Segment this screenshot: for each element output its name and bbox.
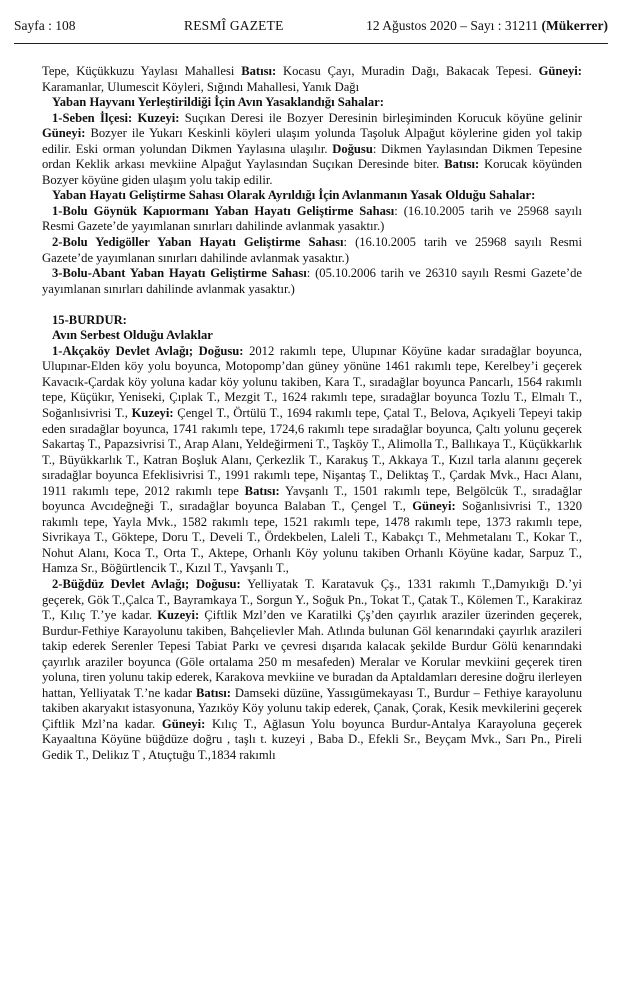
heading-text: Avın Serbest Olduğu Avlaklar (52, 328, 213, 343)
text-run: : Dikmen Yaylasından Dikmen Tepesine ordan Keklik arkası mevkiine Alpağut Yaylasından Suçıkan Deresinde biter. (42, 141, 582, 172)
paragraph-yedigoller (42, 235, 582, 266)
bold-run: 1-Bolu Göynük Kapıormanı Yaban Hayatı Geliştirme Sahası (52, 203, 395, 218)
heading-text: Yaban Hayatı Geliştirme Sahası Olarak Ayrıldığı İçin Avlanmanın Yasak Olduğu Sahalar: (52, 188, 536, 203)
bold-run: Batısı: (244, 483, 280, 498)
bold-run: Batısı: (241, 64, 277, 78)
bold-run: Güneyi: (161, 716, 206, 731)
text-run: Korucak köyünden Bozyer köyüne giden ulaşım yolu takip edilir. (42, 157, 582, 187)
paragraph-gap (42, 297, 582, 313)
date-issue-text: 12 Ağustos 2020 – Sayı : 31211 (366, 18, 542, 33)
text-run: Kocasu Çayı, Muradin Dağı, Bakacak Tepesi. (276, 64, 539, 78)
paragraph-goynuk (42, 204, 582, 235)
document-body (42, 64, 582, 764)
bold-run: Güneyi: (42, 126, 86, 141)
bold-run: 2-Bolu Yedigöller Yaban Hayatı Geliştirme Sahası (52, 235, 344, 250)
text-run: 2012 rakımlı tepe, Ulupınar Köyüne kadar sıradağlar boyunca, Ulupınar-Elden köy yolu boyunca, Motopomp’dan güney yönüne 1461 rakımlı tepe, Kerelbey’i geçerek Kavacık-Çardak köy yoluna kadar köy yolunu takiben, Kara T., sıradağlar boyunca Pancarlı, 1564 rakımlı tepe, Küçükır, Yeniseki, Çıplak T., Mezgit T., 1624 rakımlı tepe, sıradağlar boyunca Tozlu T., Elmalı T., Soğanlısivrisi T., (42, 343, 582, 420)
bold-run: Kuzeyi: (131, 405, 174, 420)
bold-run: Güneyi: (412, 499, 456, 514)
section-heading (42, 328, 582, 344)
bold-run: Batısı: (195, 685, 231, 700)
gazette-title: RESMÎ GAZETE (184, 18, 284, 33)
text-run: Bozyer ile Yukarı Keskinli köyleri ulaşım yolunda Taşoluk Alpağut köylerine giden yol takip edilir. Eski orman yolundan Dikmen Yaylasına ulaşılır. (42, 126, 582, 156)
bold-run: 2-Büğdüz Devlet Avlağı; Doğusu: (52, 577, 241, 591)
edition-label: (Mükerrer) (541, 18, 608, 33)
text-run: : (16.10.2005 tarih ve 25968 sayılı Resmi Gazete’de yayımlanan sınırları dahilinde avlanmak yasaktır.) (42, 203, 582, 234)
text-run: Karamanlar, Ulumescit Köyleri, Sığındı Mahallesi, Yanık Dağı (42, 79, 360, 94)
heading-text: Yaban Hayvanı Yerleştirildiği İçin Avın Yasaklandığı Sahalar: (52, 95, 384, 110)
text-run: Çiftlik Mzl’den ve Karatilki Çş’den çayırlık araziler üzerinden geçerek, Burdur-Fethiye Karayolunu takiben, Bahçelievler Mah. Atlında bulunan Göl kenarındaki çayırlık arazileri takip ederek Serenler Tepesi Tabiat Parkı ve çevresi dışarıda kalacak şekilde Burdur Gölü kenarındaki çayırlık araziler boyunca (Göle ortalama 250 m mesafeden) Meralar ve Korular mevkiini geçerek tiren yoluna, tiren yolunu takip ederek, Karakova mevkiine ve buradan da Aptaldamları deresine doğru ilerleyen hattan, Yelliyatak T.’ne kadar (42, 608, 582, 700)
text-run: Kılıç T., Ağlasun Yolu boyunca Burdur-Antalya Karayoluna geçerek Kayaaltına Köyüne büğdüze doğru , taşlı t. kuzeyi , Baba D., Efekli Sr., Beyçam Mvk., Sarı Pn., Pireli Gedik T., Delikız T , Atuçtuğu T.,1834 rakımlı (42, 716, 582, 763)
text-run: : (16.10.2005 tarih ve 25968 sayılı Resmi Gazete’de yayımlanan sınırları dahilinde avlanmak yasaktır.) (42, 235, 582, 265)
bold-run: 1-Akçaköy Devlet Avlağı; Doğusu: (52, 343, 244, 358)
paragraph-continuation (42, 64, 582, 95)
text-run: Yelliyatak T. Karatavuk Çş., 1331 rakımlı T.,Damyıkığı D.’yi geçerek, Gök T.,Çalca T., Bayramkaya T., Sorgun Y., Soğuk Pn., Tokat T., Çatak T., Kölemen T., Karakiraz T., Kılıç T.’ye kadar. (42, 577, 583, 623)
text-run: : (05.10.2006 tarih ve 26310 sayılı Resmi Gazete’de yayımlanan sınırları dahilinde avlanmak yasaktır.) (42, 266, 582, 296)
paragraph-bugduz (42, 577, 582, 764)
page-header (14, 18, 608, 40)
bold-run: 3-Bolu-Abant Yaban Hayatı Geliştirme Sahası (52, 266, 307, 281)
text-run: Tepe, Küçükkuzu Yaylası Mahallesi (42, 64, 242, 78)
page-number: Sayfa : 108 (14, 18, 76, 33)
text-run: Damseki düzüne, Yassıgümekayası T., Burdur – Fethiye karayolunu takiben akaryakıt istasyonuna, Yazıköy Köy yolunu takip ederek, Çanak, Çorak, Kesik mevkilerini geçerek Çiftlik Mzl’na kadar. (42, 685, 583, 731)
bold-run: Kuzeyi: (157, 608, 200, 623)
province-heading (42, 313, 582, 329)
bold-run: Doğusu (332, 141, 373, 156)
paragraph-akcakoy (42, 344, 582, 577)
text-run: Suçıkan Deresi ile Bozyer Deresinin birleşiminden Korucuk köyüne gelinir (179, 110, 582, 125)
section-heading (42, 188, 582, 204)
paragraph-abant (42, 266, 582, 297)
paragraph-seben (42, 111, 582, 189)
bold-run: 1-Seben İlçesi: Kuzeyi: (52, 110, 180, 125)
text-run: Soğanlısivrisi T., 1320 rakımlı tepe, Yayla Mvk., 1582 rakımlı tepe, 1521 rakımlı tepe, 1478 rakımlı tepe, 1373 rakımlı tepe, Sivrikaya T., Göktepe, Doru T., Develi T., Ördekbelen, Laleli T., Kabakçı T., Mehmetalanı T., Kokar T., Nohut Alanı, Koca T., Orta T., Aktepe, Orhanlı Köy yolunu takiben Orhanlı Köyüne kadar, Sarpuz T., Hamza Sr., Böğürtlencik T., Kızıl T., Yavşanlı T., (42, 499, 582, 576)
section-heading (42, 95, 582, 111)
heading-text: 15-BURDUR: (52, 312, 127, 327)
text-run: Yavşanlı T., 1501 rakımlı tepe, Belgölcük T., sıradağlar boyunca Avcıdeğneği T., sıradağlar boyunca Balaban T., Çengel T., (42, 483, 582, 514)
header-rule (14, 43, 608, 44)
bold-run: Batısı: (444, 157, 480, 172)
issue-date (334, 18, 608, 34)
bold-run: Güneyi: (538, 64, 582, 78)
text-run: Çengel T., Örtülü T., 1694 rakımlı tepe, Çatal T., Belova, Açıkyeli Tepeyi takip eden sıradağlar boyunca, 1741 rakımlı tepe, 1724,6 rakımlı tepe sıradağlar boyunca, Çaltı yolunu geçerek Sakartaş T., Papazsivrisi T., Arap Alanı, Yeldeğirmeni T., Taşköy T., Alimolla T., Ballıkaya T., Küçükkarlık T., Büyükkarlık T., Katran Boşluk Alanı, Çerkezlik T., Karakuş T., Akkaya T., Kızıl tarla alanını geçerek sıradağlar boyunca Efeklisivrisi T., 1991 rakımlı tepe, Nişantaş T., Deliktaş T., Çardak Mvk., Hacı Alanı, 1911 rakımlı tepe, 2012 rakımlı tepe (42, 405, 582, 498)
